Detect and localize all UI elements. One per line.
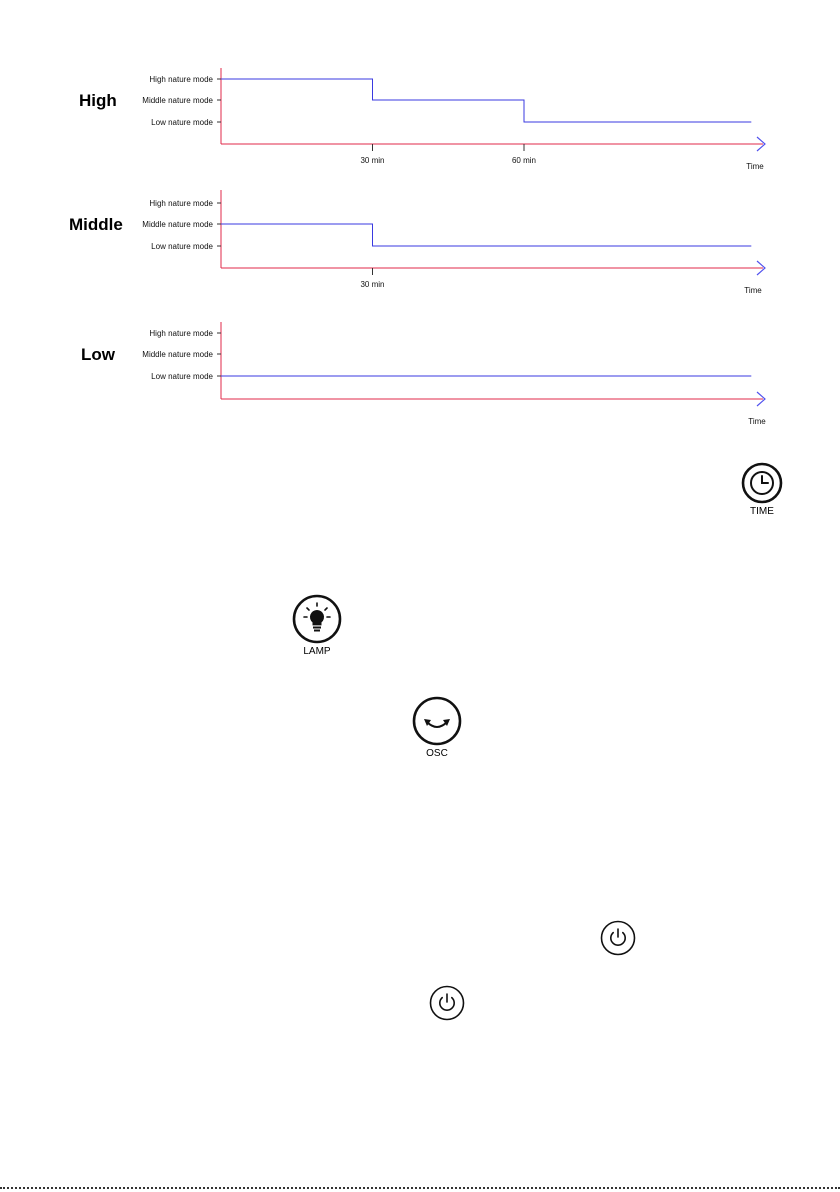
x-axis-label: Time (746, 162, 764, 171)
y-tick-label: Middle nature mode (142, 220, 213, 229)
x-axis-label: Time (744, 286, 762, 295)
power-icon (429, 985, 465, 1021)
x-axis-label: Time (748, 417, 766, 426)
oscillate-icon (412, 696, 462, 746)
time-label: TIME (750, 506, 774, 517)
chart-title-low: Low (81, 345, 115, 364)
x-tick-label: 60 min (511, 156, 537, 165)
power-icon (600, 920, 636, 956)
chart-title-middle: Middle (69, 215, 123, 234)
power-button-1[interactable] (600, 920, 636, 961)
time-control[interactable] (736, 462, 788, 517)
x-tick-label: 30 min (360, 156, 385, 165)
y-tick-label: High nature mode (149, 199, 213, 208)
y-tick-label: High nature mode (149, 75, 213, 84)
clock-icon (741, 462, 783, 504)
y-tick-label: High nature mode (149, 329, 213, 338)
x-tick-label: 30 min (360, 280, 385, 289)
lamp-label: LAMP (303, 646, 331, 657)
page-bottom-rule (0, 1187, 840, 1189)
y-tick-label: Middle nature mode (142, 96, 213, 105)
osc-label: OSC (426, 748, 448, 759)
mode-step-line (221, 224, 751, 246)
y-tick-label: Low nature mode (151, 242, 213, 251)
osc-control[interactable] (410, 696, 464, 759)
chart-title-high: High (79, 91, 117, 110)
power-button-2[interactable] (429, 985, 465, 1026)
mode-step-charts (0, 0, 840, 440)
lightbulb-icon (292, 594, 342, 644)
y-tick-label: Low nature mode (151, 118, 213, 127)
mode-step-line (221, 79, 751, 122)
y-tick-label: Low nature mode (151, 372, 213, 381)
y-tick-label: Middle nature mode (142, 350, 213, 359)
lamp-control[interactable] (290, 594, 344, 657)
